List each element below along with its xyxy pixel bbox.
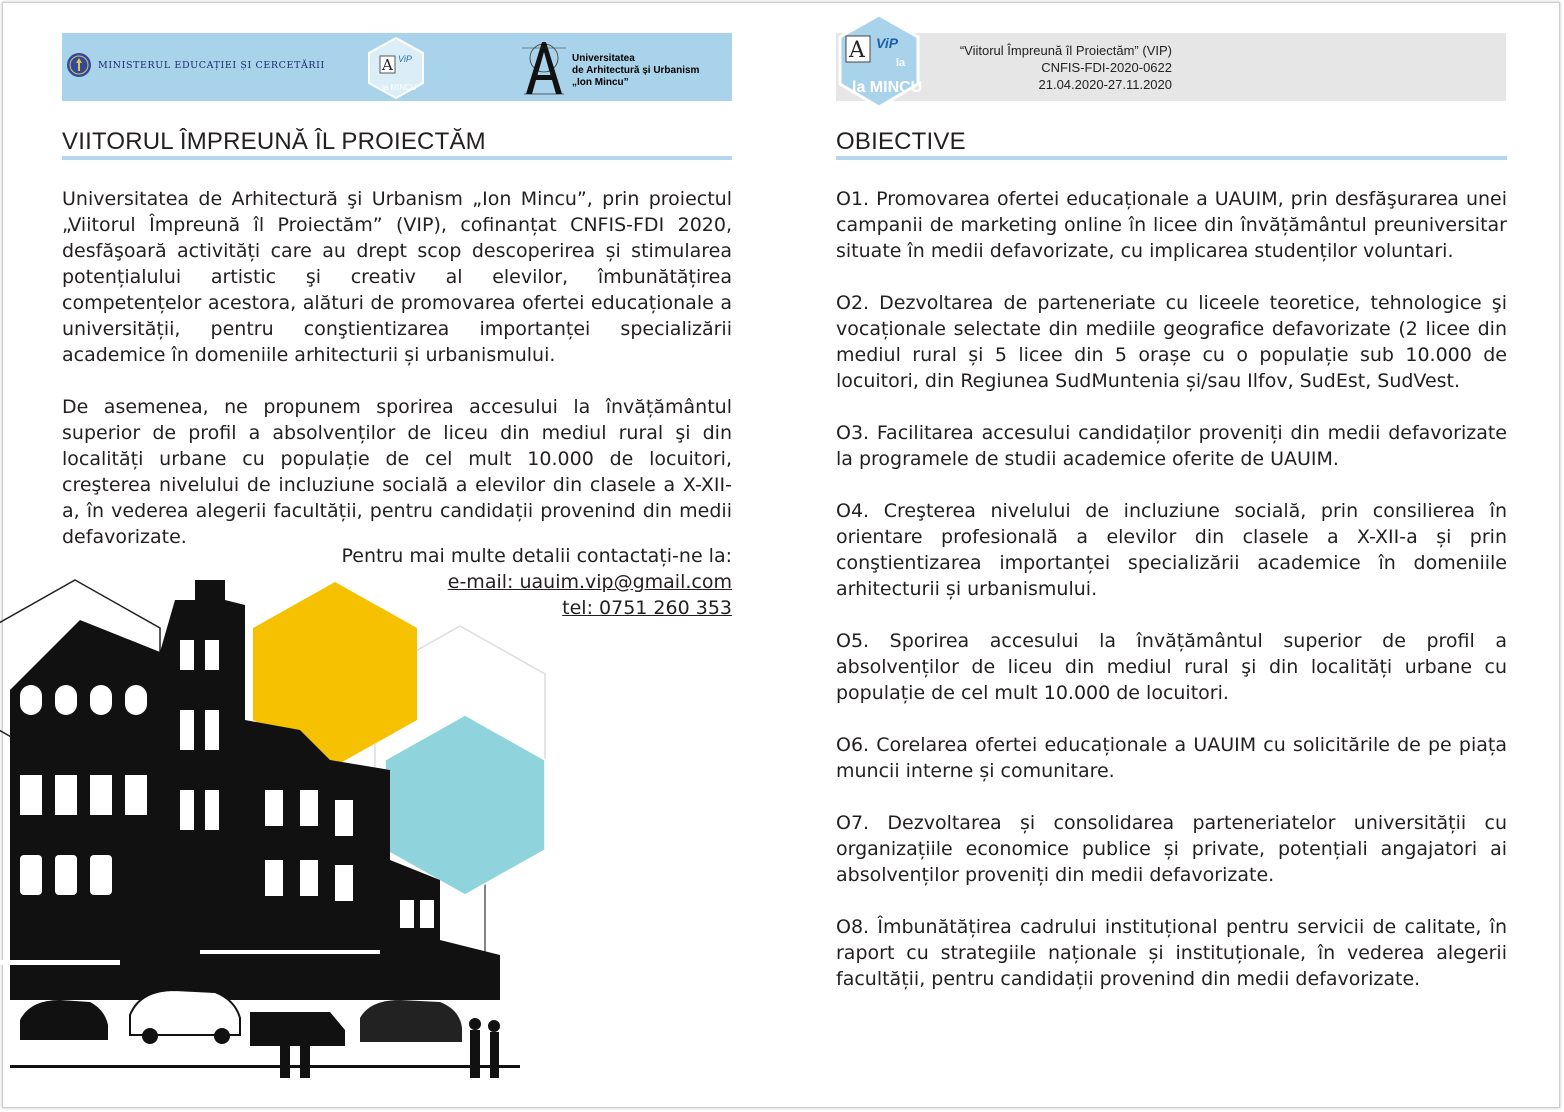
svg-text:ViP: ViP xyxy=(398,54,412,64)
objective-item: O8. Îmbunătățirea cadrului instituțional pentru servicii de calitate, în raport cu strategiile naționale și instituționale, în vederea alegerii facultății, pentru candidații provenind din medii defavorizate. xyxy=(836,916,1507,990)
objective-item: O7. Dezvoltarea și consolidarea parteneriatelor universității cu organizațiile economice publice și private, potențiali angajatori ai absolvenților proveniți din medii defavorizate. xyxy=(836,812,1507,886)
university-name-line-3: „Ion Mincu” xyxy=(572,77,629,88)
right-title-rule xyxy=(836,156,1507,160)
contact-phone-link[interactable]: tel: 0751 260 353 xyxy=(562,597,732,619)
ministry-name: MINISTERUL EDUCAȚIEI ȘI CERCETĂRII xyxy=(98,59,325,71)
project-info xyxy=(890,42,1172,93)
objective-item: O5. Sporirea accesului la învățământul superior de profil a absolvenților de liceu din mediul rural şi din localități urbane cu populație de cel mult 10.000 de locuitori. xyxy=(836,630,1507,704)
ministry-logo xyxy=(66,52,325,78)
svg-text:A: A xyxy=(849,38,865,63)
university-name-line-2: de Arhitectură și Urbanism xyxy=(572,65,700,76)
left-section-title: VIITORUL ÎMPREUNĂ ÎL PROIECTĂM xyxy=(62,128,486,155)
university-logo-icon xyxy=(518,38,570,96)
contact-email-link[interactable]: e-mail: uauim.vip@gmail.com xyxy=(447,571,732,593)
intro-text xyxy=(62,186,732,576)
objective-item: O3. Facilitarea accesului candidaților proveniți din medii defavorizate la programele de studii academice oferite de UAUIM. xyxy=(836,422,1507,470)
objective-item: O2. Dezvoltarea de parteneriate cu liceele teoretice, tehnologice şi vocaționale selectate din mediile geografice defavorizate (2 licee din mediul rural și 5 licee din 5 orașe cu o populație sub 10.000 de locuitori, din Regiunea SudMuntenia și/sau Ilfov, SudEst, SudVest. xyxy=(836,292,1507,392)
objective-item: O6. Corelarea ofertei educaționale a UAUIM cu solicitările de pe piața muncii interne și comunitare. xyxy=(836,734,1507,782)
contact-block xyxy=(300,543,732,621)
objective-item: O4. Creşterea nivelului de incluziune socială, prin consilierea în orientare profesională a elevilor din clasele a X-XII-a și prin conştientizarea importanței specializării academice în domeniile arhitecturii și urbanismului. xyxy=(836,500,1507,600)
objectives-list xyxy=(836,186,1507,1018)
project-period: 21.04.2020-27.11.2020 xyxy=(1038,77,1172,92)
intro-paragraph-2: De asemenea, ne propunem sporirea accesului la învățământul superior de profil a absolvenților de liceu din mediul rural şi din localități urbane cu populație de cel mult 10.000 de locuitori, creşterea nivelului de incluziune socială a elevilor din clasele a X-XII-a, în vederea alegerii facultății, pentru candidații provenind din medii defavorizate. xyxy=(62,396,732,548)
right-section-title: OBIECTIVE xyxy=(836,128,966,155)
vip-small-logo xyxy=(366,36,426,100)
intro-paragraph-1: Universitatea de Arhitectură şi Urbanism „Ion Mincu”, prin proiectul „Viitorul Împreună îl Proiectăm” (VIP), cofinanțat CNFIS-FDI 2020, desfăşoară activități care au drept scop descoperirea și stimularea potențialului artistic şi creativ al elevilor, îmbunătățirea competențelor acestora, alături de promovarea ofertei educaționale a universității, pentru conştientizarea importanței specializării academice în domeniile arhitecturii și urbanismului. xyxy=(62,188,732,366)
vip-large-label: la MINCU xyxy=(852,79,922,96)
contact-intro: Pentru mai multe detalii contactați-ne la: xyxy=(341,545,732,567)
objective-item: O1. Promovarea ofertei educaționale a UAUIM, prin desfăşurarea unei campanii de marketing online în licee din învățământul preuniversitar situate în medii defavorizate, cu implicarea studenților voluntari. xyxy=(836,188,1507,262)
left-title-rule xyxy=(62,156,732,160)
svg-text:ViP: ViP xyxy=(876,35,899,51)
ministry-seal-icon xyxy=(66,52,92,78)
project-code: CNFIS-FDI-2020-0622 xyxy=(1041,60,1172,75)
svg-text:la: la xyxy=(896,57,906,69)
project-name: “Viitorul Împreună îl Proiectăm” (VIP) xyxy=(959,43,1172,58)
svg-text:A: A xyxy=(382,56,393,74)
vip-small-label: la MINCU xyxy=(382,83,417,92)
university-name-line-1: Universitatea xyxy=(572,53,635,64)
university-name xyxy=(572,53,699,89)
building-illustration xyxy=(0,560,560,1090)
